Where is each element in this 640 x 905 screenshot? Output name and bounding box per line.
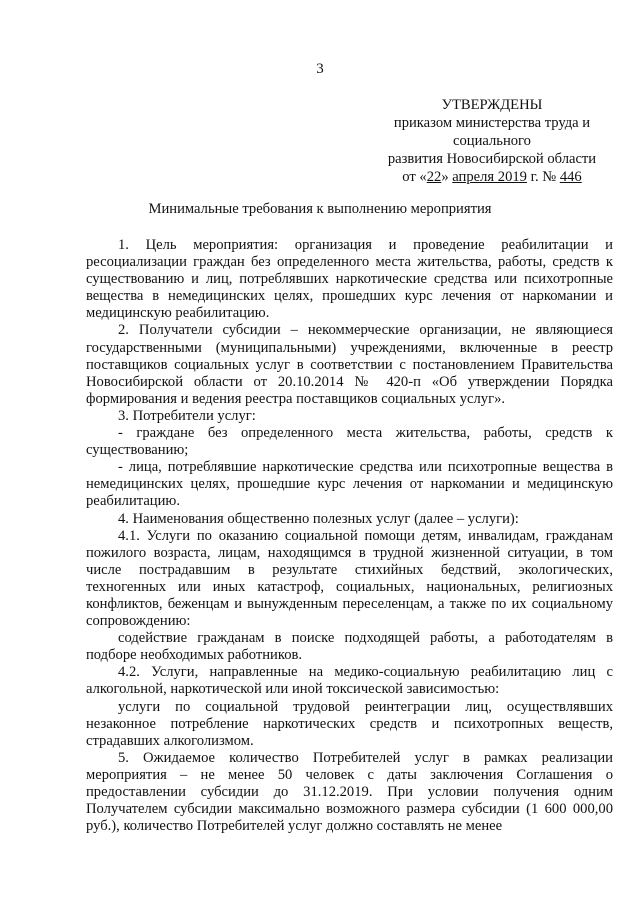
- paragraph-3-consumers: 3. Потребители услуг:: [118, 407, 256, 424]
- approval-line-1: приказом министерства труда и социального: [393, 115, 591, 149]
- paragraph-3-item-homeless: - граждане без определенного места жительства, работы, средств к существованию;: [86, 425, 613, 459]
- date-prefix: от «: [402, 169, 427, 185]
- approval-line-2: развития Новосибирской области: [387, 151, 597, 167]
- paragraph-1-goal: 1. Цель мероприятия: организация и проведение реабилитации и ресоциализации граждан без определенного места жительства, работы, средств к существованию и лиц, потреблявших наркотические средства или психотропные вещества в немедицинских целях, прошедших курс лечения от наркомании и медицинскую реабилитацию.: [86, 237, 613, 322]
- paragraph-4-1-social-help: 4.1. Услуги по оказанию социальной помощи детям, инвалидам, гражданам пожилого возраста, лицам, находящимся в трудной жизненной ситуации, в том числе пострадавшим в результате стихийных бедствий, экологических, техногенных или иных катастроф, социальных, национальных, религиозных конфликтов, беженцам и вынужденным переселенцам, а также по их социальному сопровождению:: [86, 527, 613, 630]
- document-body: [86, 237, 613, 835]
- approval-date-line: [360, 168, 624, 186]
- date-day: 22: [426, 169, 442, 185]
- paragraph-5-expected-count: 5. Ожидаемое количество Потребителей услуг в рамках реализации мероприятия – не менее 50 человек с даты заключения Соглашения о предоставлении субсидии до 31.12.2019. При условии получения одним Получателем субсидии максимально возможного размера субсидии (1 600 000,00 руб.), количество Потребителей услуг должно составлять не менее: [86, 749, 613, 835]
- approval-title: УТВЕРЖДЕНЫ: [441, 97, 543, 113]
- date-mid: »: [441, 169, 453, 185]
- document-title: Минимальные требования к выполнению мероприятия: [148, 201, 492, 217]
- approval-block: [360, 96, 624, 186]
- date-month-year: апреля 2019: [452, 169, 527, 185]
- number-prefix: г. №: [526, 169, 560, 185]
- paragraph-3-item-drug-users: - лица, потреблявшие наркотические средства или психотропные вещества в немедицинских целях, прошедшие курс лечения от наркомании и медицинскую реабилитацию.: [86, 459, 613, 510]
- page-number: 3: [316, 61, 324, 77]
- paragraph-4-2-rehabilitation: 4.2. Услуги, направленные на медико-социальную реабилитацию лиц с алкогольной, наркотической или иной токсической зависимостью:: [86, 664, 613, 698]
- paragraph-4-services: 4. Наименования общественно полезных услуг (далее – услуги):: [118, 510, 519, 527]
- paragraph-4-1-job-assistance: содействие гражданам в поиске подходящей работы, а работодателям в подборе необходимых работников.: [86, 630, 613, 664]
- paragraph-4-2-reintegration: услуги по социальной трудовой реинтеграции лиц, осуществлявших незаконное потребление наркотических средств и психотропных веществ, страдавших алкоголизмом.: [86, 698, 613, 749]
- paragraph-2-recipients: 2. Получатели субсидии – некоммерческие организации, не являющиеся государственными (муниципальными) учреждениями, включенные в реестр поставщиков социальных услуг в соответствии с постановлением Правительства Новосибирской области от 20.10.2014 № 420-п «Об утверждении Порядка формирования и ведения реестра поставщиков социальных услуг».: [86, 322, 613, 407]
- order-number: 446: [559, 169, 582, 185]
